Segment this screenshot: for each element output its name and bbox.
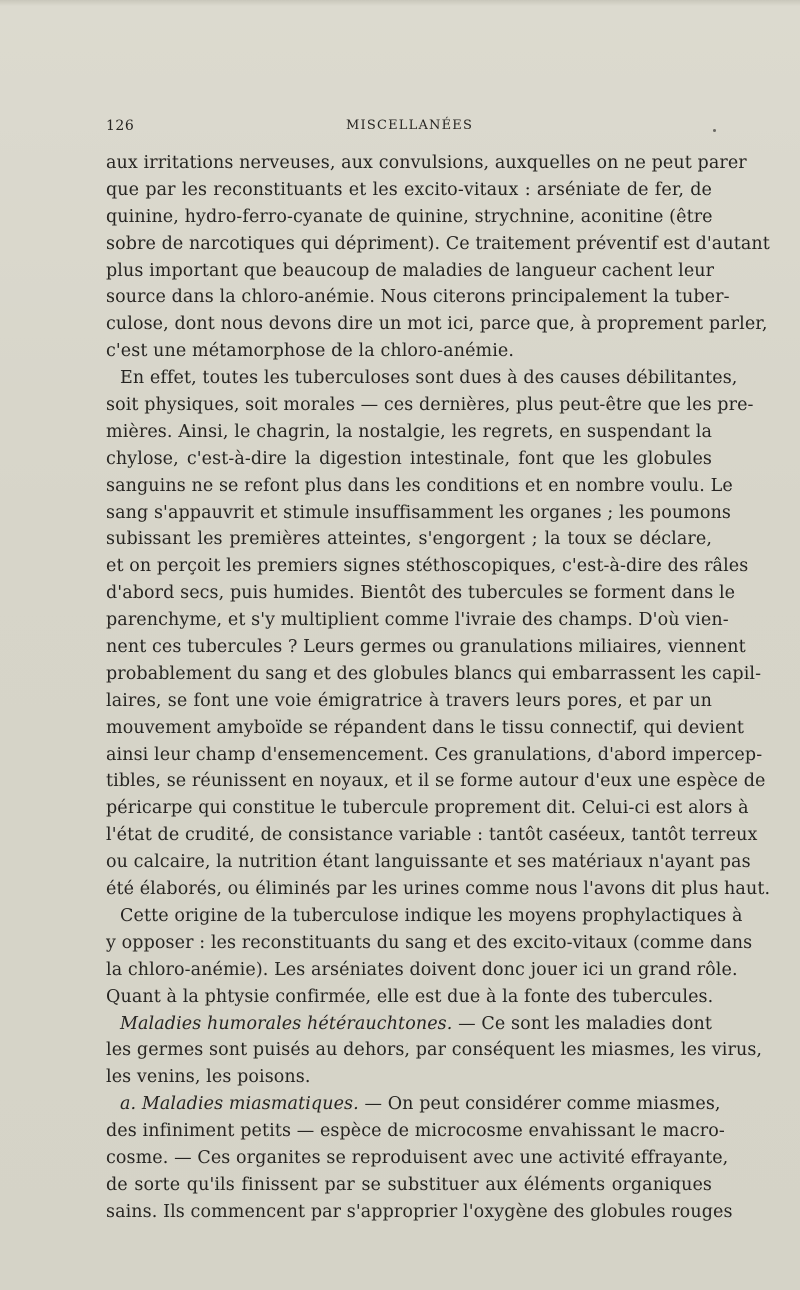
text-line: [106, 1091, 721, 1118]
text-line: laires, se font une voie émigratrice à travers leurs pores, et par un: [106, 690, 712, 711]
text-line: que par les reconstituants et les excito-vitaux : arséniate de fer, de: [106, 179, 712, 200]
text-line: été élaborés, ou éliminés par les urines comme nous l'avons dit plus haut.: [106, 879, 771, 900]
text-line: subissant les premières atteintes, s'engorgent ; la toux se déclare,: [106, 529, 712, 550]
page-header: [0, 115, 800, 141]
text-line: Cette origine de la tuberculose indique les moyens prophylactiques à: [120, 905, 743, 926]
text-fragment: — Ce sont les maladies dont: [452, 1013, 712, 1034]
text-line: [106, 1011, 712, 1038]
text-line: et on perçoit les premiers signes stéthoscopiques, c'est-à-dire des râles: [106, 556, 749, 577]
text-line: culose, dont nous devons dire un mot ici, parce que, à proprement parler,: [106, 314, 768, 335]
text-line: les germes sont puisés au dehors, par conséquent les miasmes, les virus,: [106, 1040, 763, 1061]
text-line: plus important que beaucoup de maladies de langueur cachent leur: [106, 260, 715, 281]
text-line: les venins, les poisons.: [106, 1067, 311, 1088]
text-line: cosme. — Ces organites se reproduisent avec une activité effrayante,: [106, 1147, 729, 1168]
section-heading-italic: Maladies miasmatiques.: [141, 1094, 359, 1115]
text-line: probablement du sang et des globules blancs qui embarrassent les capil-: [106, 663, 762, 684]
text-line: sang s'appauvrit et stimule insuffisamment les organes ; les poumons: [106, 502, 732, 523]
text-line: sains. Ils commencent par s'approprier l'oxygène des globules rouges: [106, 1201, 733, 1222]
text-fragment: — On peut considérer comme miasmes,: [358, 1094, 721, 1115]
text-line: nent ces tubercules ? Leurs germes ou granulations miliaires, viennent: [106, 637, 746, 658]
text-line: parenchyme, et s'y multiplient comme l'ivraie des champs. D'où vien-: [106, 610, 729, 631]
text-line: c'est une métamorphose de la chloro-anémie.: [106, 341, 515, 362]
text-line: mouvement amyboïde se répandent dans le tissu connectif, qui devient: [106, 717, 744, 738]
text-line: sobre de narcotiques qui dépriment). Ce traitement préventif est d'autant: [106, 233, 770, 254]
section-heading-italic: Maladies humorales hétérauchtones.: [120, 1013, 453, 1034]
text-line: source dans la chloro-anémie. Nous citerons principalement la tuber-: [106, 287, 730, 308]
text-line: des infiniment petits — espèce de microcosme envahissant le macro-: [106, 1121, 725, 1142]
text-line: y opposer : les reconstituants du sang et des excito-vitaux (comme dans: [106, 932, 753, 953]
text-line: En effet, toutes les tuberculoses sont dues à des causes débilitantes,: [120, 368, 738, 389]
text-line: Quant à la phtysie confirmée, elle est due à la fonte des tubercules.: [106, 986, 714, 1007]
page-number: 126: [106, 118, 135, 134]
text-line: ainsi leur champ d'ensemencement. Ces granulations, d'abord impercep-: [106, 744, 763, 765]
body-text: [106, 150, 771, 1226]
text-line: chylose, c'est-à-dire la digestion intestinale, font que les globules: [106, 448, 712, 469]
text-line: de sorte qu'ils finissent par se substituer aux éléments organiques: [106, 1174, 712, 1195]
text-line: péricarpe qui constitue le tubercule proprement dit. Celui-ci est alors à: [106, 798, 749, 819]
text-line: sanguins ne se refont plus dans les conditions et en nombre voulu. Le: [106, 475, 733, 496]
running-title: MISCELLANÉES: [346, 118, 474, 133]
text-line: quinine, hydro-ferro-cyanate de quinine, strychnine, aconitine (être: [106, 206, 713, 227]
text-line: aux irritations nerveuses, aux convulsions, auxquelles on ne peut parer: [106, 153, 747, 173]
list-label: a.: [120, 1094, 137, 1115]
text-line: l'état de crudité, de consistance variable : tantôt caséeux, tantôt terreux: [106, 825, 758, 846]
text-line: la chloro-anémie). Les arséniates doivent donc jouer ici un grand rôle.: [106, 959, 738, 980]
text-line: tibles, se réunissent en noyaux, et il se forme autour d'eux une espèce de: [106, 771, 766, 792]
text-line: d'abord secs, puis humides. Bientôt des tubercules se forment dans le: [106, 583, 736, 604]
text-line: ou calcaire, la nutrition étant languissante et ses matériaux n'ayant pas: [106, 852, 751, 873]
text-line: soit physiques, soit morales — ces dernières, plus peut-être que les pre-: [106, 395, 754, 416]
text-line: mières. Ainsi, le chagrin, la nostalgie, les regrets, en suspendant la: [106, 421, 712, 442]
page-top-edge: [0, 0, 800, 6]
